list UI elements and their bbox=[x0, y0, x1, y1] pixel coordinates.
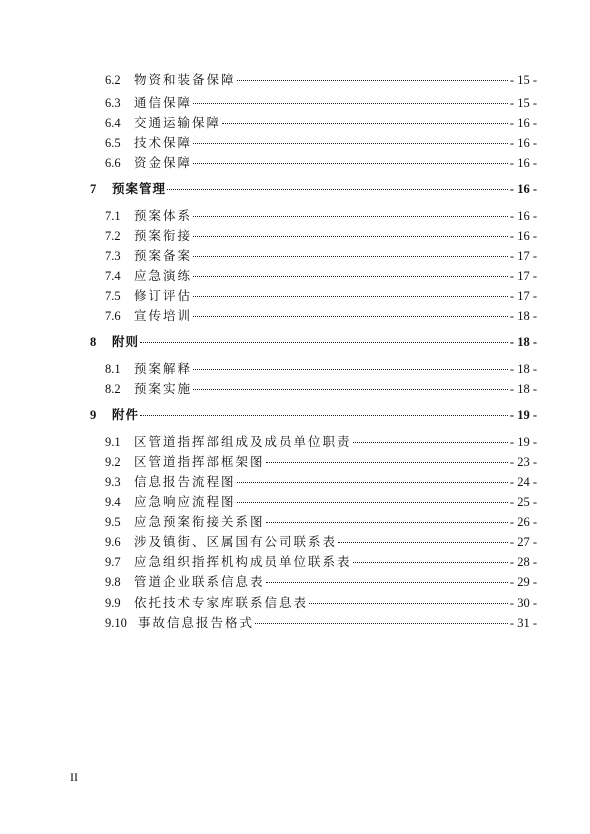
dot-leader bbox=[193, 369, 508, 370]
dot-leader bbox=[193, 256, 508, 257]
toc-entry-number: 9.6 bbox=[105, 535, 121, 549]
toc-entry[interactable] bbox=[105, 434, 537, 450]
dot-leader bbox=[237, 502, 508, 503]
toc-entry-number: 9.10 bbox=[105, 616, 127, 630]
toc-entry[interactable] bbox=[105, 248, 537, 264]
toc-entry-number: 9.1 bbox=[105, 435, 121, 449]
toc-entry[interactable] bbox=[105, 72, 537, 88]
toc-entry-page: - 18 - bbox=[509, 362, 537, 376]
toc-entry-number: 8.1 bbox=[105, 362, 121, 376]
toc-entry-title: 预案备案 bbox=[134, 249, 193, 263]
dot-leader bbox=[266, 582, 508, 583]
toc-entry-number: 7.2 bbox=[105, 229, 121, 243]
toc-entry-page: - 16 - bbox=[509, 209, 537, 223]
toc-entry-title: 预案解释 bbox=[134, 362, 193, 376]
toc-entry-number: 9.3 bbox=[105, 475, 121, 489]
toc-section-page: - 19 - bbox=[509, 408, 537, 422]
toc-entry-number: 9.7 bbox=[105, 555, 121, 569]
toc-section[interactable] bbox=[90, 407, 537, 423]
toc-entry-title: 预案体系 bbox=[134, 209, 193, 223]
toc-section[interactable] bbox=[90, 181, 537, 197]
dot-leader bbox=[266, 462, 508, 463]
toc-entry-page: - 18 - bbox=[509, 309, 537, 323]
toc-entry[interactable] bbox=[105, 454, 537, 470]
toc-entry-number: 7.3 bbox=[105, 249, 121, 263]
toc-entry[interactable] bbox=[105, 381, 537, 397]
toc-entry-page: - 17 - bbox=[509, 289, 537, 303]
toc-entry-title: 事故信息报告格式 bbox=[138, 616, 255, 630]
toc-entry[interactable] bbox=[105, 615, 537, 631]
toc-entry-title: 信息报告流程图 bbox=[134, 475, 236, 489]
toc-entry-title: 技术保障 bbox=[134, 136, 193, 150]
dot-leader bbox=[266, 522, 508, 523]
toc-section-page: - 16 - bbox=[509, 182, 537, 196]
toc-entry-title: 物资和装备保障 bbox=[134, 73, 236, 87]
toc-entry-title: 依托技术专家库联系信息表 bbox=[134, 596, 309, 610]
toc-entry-number: 7.1 bbox=[105, 209, 121, 223]
toc-entry-number: 6.6 bbox=[105, 156, 121, 170]
toc-section-title: 预案管理 bbox=[112, 182, 167, 196]
toc-entry-number: 7.4 bbox=[105, 269, 121, 283]
toc-entry-number: 6.3 bbox=[105, 96, 121, 110]
toc-entry-page: - 17 - bbox=[509, 249, 537, 263]
dot-leader bbox=[167, 189, 508, 190]
dot-leader bbox=[237, 482, 508, 483]
dot-leader bbox=[353, 442, 508, 443]
toc-entry-page: - 15 - bbox=[509, 73, 537, 87]
toc-entry-page: - 16 - bbox=[509, 136, 537, 150]
toc-entry-title: 区管道指挥部组成及成员单位职责 bbox=[134, 435, 352, 449]
toc-entry-number: 6.4 bbox=[105, 116, 121, 130]
toc-entry-page: - 26 - bbox=[509, 515, 537, 529]
toc-entry-page: - 19 - bbox=[509, 435, 537, 449]
toc-entry-number: 9.4 bbox=[105, 495, 121, 509]
toc-entry[interactable] bbox=[105, 95, 537, 111]
toc-entry[interactable] bbox=[105, 115, 537, 131]
dot-leader bbox=[193, 236, 508, 237]
toc-entry-number: 9.2 bbox=[105, 455, 121, 469]
toc-section-title: 附则 bbox=[112, 335, 140, 349]
toc-entry[interactable] bbox=[105, 514, 537, 530]
toc-section-page: - 18 - bbox=[509, 335, 537, 349]
toc-entry-page: - 29 - bbox=[509, 575, 537, 589]
toc-entry-title: 应急预案衔接关系图 bbox=[134, 515, 265, 529]
dot-leader bbox=[140, 342, 508, 343]
dot-leader bbox=[140, 415, 508, 416]
toc-entry-page: - 23 - bbox=[509, 455, 537, 469]
toc-entry-page: - 28 - bbox=[509, 555, 537, 569]
dot-leader bbox=[222, 123, 508, 124]
dot-leader bbox=[338, 542, 508, 543]
toc-entry-number: 7.6 bbox=[105, 309, 121, 323]
toc-entry-title: 区管道指挥部框架图 bbox=[134, 455, 265, 469]
dot-leader bbox=[193, 103, 508, 104]
page-number-roman: II bbox=[70, 770, 78, 784]
toc-section-number: 8 bbox=[90, 335, 97, 349]
toc-entry-page: - 16 - bbox=[509, 229, 537, 243]
toc-entry[interactable] bbox=[105, 595, 537, 611]
toc-entry-page: - 17 - bbox=[509, 269, 537, 283]
toc-entry-title: 通信保障 bbox=[134, 96, 193, 110]
dot-leader bbox=[237, 80, 508, 81]
toc-entry-page: - 31 - bbox=[509, 616, 537, 630]
toc-entry-title: 应急演练 bbox=[134, 269, 193, 283]
toc-entry-page: - 16 - bbox=[509, 116, 537, 130]
toc-entry-title: 应急组织指挥机构成员单位联系表 bbox=[134, 555, 352, 569]
toc-entry-page: - 24 - bbox=[509, 475, 537, 489]
toc-section-number: 9 bbox=[90, 408, 97, 422]
toc-section-number: 7 bbox=[90, 182, 97, 196]
toc-entry-number: 8.2 bbox=[105, 382, 121, 396]
toc-entry[interactable] bbox=[105, 574, 537, 590]
toc-entry-page: - 30 - bbox=[509, 596, 537, 610]
toc-entry[interactable] bbox=[105, 534, 537, 550]
toc-entry-title: 修订评估 bbox=[134, 289, 193, 303]
toc-entry-title: 宣传培训 bbox=[134, 309, 193, 323]
dot-leader bbox=[193, 389, 508, 390]
toc-entry[interactable] bbox=[105, 135, 537, 151]
dot-leader bbox=[255, 623, 508, 624]
dot-leader bbox=[309, 603, 508, 604]
dot-leader bbox=[353, 562, 508, 563]
toc-entry-title: 预案实施 bbox=[134, 382, 193, 396]
toc-entry-title: 预案衔接 bbox=[134, 229, 193, 243]
toc-entry[interactable] bbox=[105, 155, 537, 171]
toc-entry-page: - 25 - bbox=[509, 495, 537, 509]
toc-entry-number: 6.2 bbox=[105, 73, 121, 87]
toc-entry[interactable] bbox=[105, 208, 537, 224]
dot-leader bbox=[193, 143, 508, 144]
toc-entry[interactable] bbox=[105, 554, 537, 570]
dot-leader bbox=[193, 276, 508, 277]
dot-leader bbox=[193, 296, 508, 297]
toc-entry-number: 9.5 bbox=[105, 515, 121, 529]
toc-entry[interactable] bbox=[105, 268, 537, 284]
toc-entry-page: - 27 - bbox=[509, 535, 537, 549]
toc-entry-number: 6.5 bbox=[105, 136, 121, 150]
toc-entry-title: 交通运输保障 bbox=[134, 116, 222, 130]
toc-entry[interactable] bbox=[105, 494, 537, 510]
toc-entry-page: - 18 - bbox=[509, 382, 537, 396]
toc-entry[interactable] bbox=[105, 361, 537, 377]
toc-entry[interactable] bbox=[105, 308, 537, 324]
toc-entry-title: 资金保障 bbox=[134, 156, 193, 170]
toc-entry-title: 应急响应流程图 bbox=[134, 495, 236, 509]
toc-entry[interactable] bbox=[105, 474, 537, 490]
toc-entry[interactable] bbox=[105, 228, 537, 244]
toc-entry-page: - 16 - bbox=[509, 156, 537, 170]
toc-entry-title: 涉及镇街、区属国有公司联系表 bbox=[134, 535, 338, 549]
toc-entry-title: 管道企业联系信息表 bbox=[134, 575, 265, 589]
toc-entry-number: 7.5 bbox=[105, 289, 121, 303]
dot-leader bbox=[193, 163, 508, 164]
dot-leader bbox=[193, 216, 508, 217]
toc-section-title: 附件 bbox=[112, 408, 140, 422]
toc-entry-number: 9.9 bbox=[105, 596, 121, 610]
toc-entry[interactable] bbox=[105, 288, 537, 304]
toc-entry-number: 9.8 bbox=[105, 575, 121, 589]
toc-section[interactable] bbox=[90, 334, 537, 350]
toc-entry-page: - 15 - bbox=[509, 96, 537, 110]
dot-leader bbox=[193, 316, 508, 317]
